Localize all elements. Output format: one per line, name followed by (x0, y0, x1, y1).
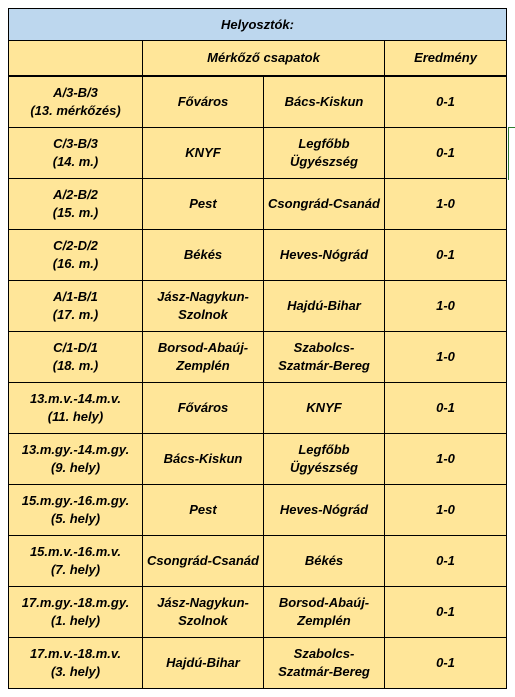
match-id-cell[interactable] (9, 76, 143, 128)
result-text: 1-0 (436, 196, 455, 211)
result-cell[interactable] (385, 179, 507, 230)
team2-cell[interactable] (264, 128, 385, 179)
match-id-sublabel: (13. mérkőzés) (30, 103, 121, 118)
team2-text: Csongrád-Csanád (268, 196, 380, 211)
team1-cell[interactable] (143, 281, 264, 332)
result-text: 0-1 (436, 655, 455, 670)
match-id-label: C/2-D/2 (53, 238, 98, 253)
result-cell[interactable] (385, 76, 507, 128)
header-row (9, 41, 507, 77)
team1-cell[interactable] (143, 76, 264, 128)
match-id-sublabel: (18. m.) (52, 358, 99, 373)
team2-text: Legfőbb Ügyészség (290, 136, 358, 169)
team2-text: Szabolcs-Szatmár-Bereg (278, 646, 370, 679)
team2-cell[interactable] (264, 383, 385, 434)
match-id-sublabel: (5. hely) (50, 511, 101, 526)
result-text: 0-1 (436, 400, 455, 415)
match-row (9, 76, 507, 128)
team2-cell[interactable] (264, 485, 385, 536)
team1-cell[interactable] (143, 536, 264, 587)
match-row (9, 230, 507, 281)
header-result-cell[interactable] (385, 41, 507, 77)
team1-cell[interactable] (143, 383, 264, 434)
result-text: 0-1 (436, 94, 455, 109)
team2-text: Békés (304, 553, 344, 568)
team1-cell[interactable] (143, 434, 264, 485)
team2-text: KNYF (306, 400, 342, 415)
team2-text: Legfőbb Ügyészség (290, 442, 358, 475)
header-result-label: Eredmény (414, 50, 477, 65)
result-text: 0-1 (436, 553, 455, 568)
team2-text: Borsod-Abaúj-Zemplén (278, 595, 370, 628)
team1-text: Pest (189, 196, 217, 211)
team2-cell[interactable] (264, 434, 385, 485)
match-id-sublabel: (1. hely) (50, 613, 101, 628)
results-table (8, 8, 507, 689)
match-id-label: C/1-D/1 (53, 340, 98, 355)
match-row (9, 638, 507, 689)
result-cell[interactable] (385, 485, 507, 536)
match-id-label: A/1-B/1 (53, 289, 98, 304)
result-cell[interactable] (385, 332, 507, 383)
result-text: 1-0 (436, 502, 455, 517)
team1-text: Békés (183, 247, 223, 262)
result-cell[interactable] (385, 281, 507, 332)
table-title[interactable] (9, 9, 507, 41)
team2-text: Heves-Nógrád (279, 502, 369, 517)
team1-text: Főváros (177, 94, 229, 109)
match-row (9, 587, 507, 638)
team1-text: Jász-Nagykun-Szolnok (157, 595, 249, 628)
team1-text: Bács-Kiskun (163, 451, 243, 466)
result-text: 1-0 (436, 298, 455, 313)
result-text: 0-1 (436, 604, 455, 619)
team1-text: Jász-Nagykun-Szolnok (157, 289, 249, 322)
team1-text: Főváros (177, 400, 229, 415)
team2-cell[interactable] (264, 638, 385, 689)
team2-cell[interactable] (264, 587, 385, 638)
header-teams-label: Mérkőző csapatok (207, 50, 320, 65)
match-row (9, 281, 507, 332)
match-row (9, 434, 507, 485)
table-title-text: Helyosztók: (221, 16, 294, 32)
match-id-sublabel: (15. m.) (52, 205, 99, 220)
team1-text: KNYF (185, 145, 221, 160)
match-id-label: 15.m.gy.-16.m.gy. (21, 493, 130, 508)
match-id-label: 15.m.v.-16.m.v. (29, 544, 122, 559)
result-text: 0-1 (436, 247, 455, 262)
match-id-cell[interactable] (9, 383, 143, 434)
match-row (9, 332, 507, 383)
team2-text: Bács-Kiskun (284, 94, 364, 109)
match-id-sublabel: (16. m.) (52, 256, 99, 271)
title-row (9, 9, 507, 41)
match-id-label: C/3-B/3 (53, 136, 98, 151)
team1-cell[interactable] (143, 587, 264, 638)
header-empty-cell[interactable] (9, 41, 143, 77)
match-id-cell[interactable] (9, 536, 143, 587)
team1-cell[interactable] (143, 128, 264, 179)
match-row (9, 179, 507, 230)
match-id-cell[interactable] (9, 638, 143, 689)
match-id-sublabel: (11. hely) (47, 409, 104, 424)
result-cell[interactable] (385, 587, 507, 638)
header-teams-cell[interactable] (143, 41, 385, 77)
team2-text: Hajdú-Bihar (287, 298, 361, 313)
result-cell[interactable] (385, 536, 507, 587)
result-cell[interactable] (385, 128, 507, 179)
team2-cell[interactable] (264, 230, 385, 281)
team1-text: Csongrád-Csanád (147, 553, 259, 568)
result-cell[interactable] (385, 230, 507, 281)
team2-text: Szabolcs-Szatmár-Bereg (278, 340, 370, 373)
team1-cell[interactable] (143, 332, 264, 383)
match-id-cell[interactable] (9, 230, 143, 281)
team2-text: Heves-Nógrád (279, 247, 369, 262)
match-id-label: 13.m.v.-14.m.v. (29, 391, 122, 406)
team1-cell[interactable] (143, 230, 264, 281)
sheet-gridline-fragment (508, 127, 515, 180)
match-id-sublabel: (3. hely) (50, 664, 101, 679)
team1-text: Borsod-Abaúj-Zemplén (157, 340, 249, 373)
team1-cell[interactable] (143, 485, 264, 536)
team2-cell[interactable] (264, 179, 385, 230)
result-cell[interactable] (385, 434, 507, 485)
team2-cell[interactable] (264, 332, 385, 383)
match-id-cell[interactable] (9, 281, 143, 332)
match-id-label: 17.m.v.-18.m.v. (29, 646, 122, 661)
team1-cell[interactable] (143, 638, 264, 689)
match-id-sublabel: (17. m.) (52, 307, 99, 322)
match-id-cell[interactable] (9, 128, 143, 179)
match-id-sublabel: (7. hely) (50, 562, 101, 577)
match-row (9, 128, 507, 179)
match-id-label: A/2-B/2 (53, 187, 98, 202)
match-id-label: A/3-B/3 (53, 85, 98, 100)
match-id-cell[interactable] (9, 485, 143, 536)
match-row (9, 536, 507, 587)
match-id-label: 17.m.gy.-18.m.gy. (21, 595, 130, 610)
match-id-cell[interactable] (9, 434, 143, 485)
result-text: 1-0 (436, 349, 455, 364)
results-table-body (9, 9, 507, 689)
result-text: 1-0 (436, 451, 455, 466)
result-text: 0-1 (436, 145, 455, 160)
team2-cell[interactable] (264, 281, 385, 332)
team1-text: Hajdú-Bihar (166, 655, 240, 670)
result-cell[interactable] (385, 638, 507, 689)
match-id-cell[interactable] (9, 587, 143, 638)
match-id-sublabel: (9. hely) (50, 460, 101, 475)
match-id-cell[interactable] (9, 332, 143, 383)
match-id-label: 13.m.gy.-14.m.gy. (21, 442, 130, 457)
match-id-sublabel: (14. m.) (52, 154, 99, 169)
team1-text: Pest (189, 502, 217, 517)
result-cell[interactable] (385, 383, 507, 434)
team2-cell[interactable] (264, 536, 385, 587)
team1-cell[interactable] (143, 179, 264, 230)
match-row (9, 383, 507, 434)
match-id-cell[interactable] (9, 179, 143, 230)
match-row (9, 485, 507, 536)
team2-cell[interactable] (264, 76, 385, 128)
